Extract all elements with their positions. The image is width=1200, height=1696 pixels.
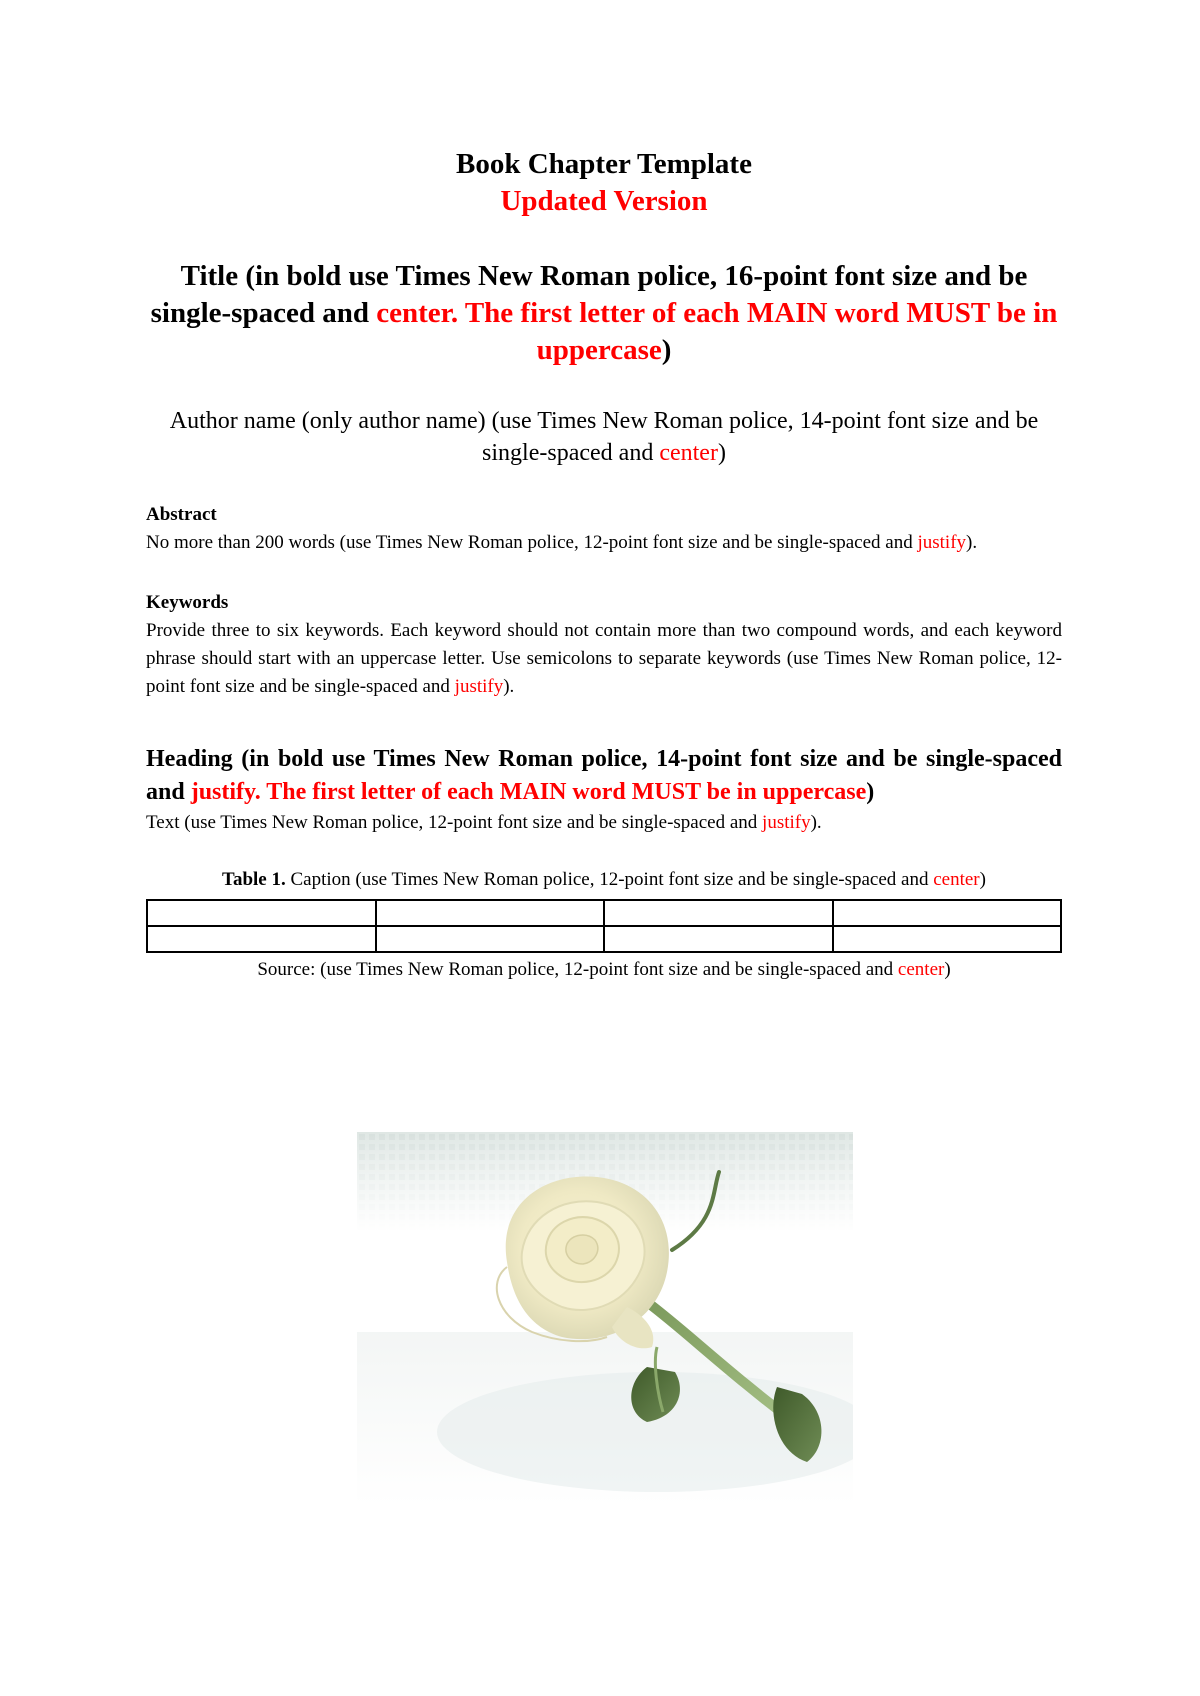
table-caption-text: Caption (use Times New Roman police, 12-point font size and be single-spaced and (285, 869, 934, 890)
white-rose-photo-icon (357, 1132, 853, 1506)
heading-text: Heading (in bold use Times New Roman police, 14-point font size and be single-spaced and (146, 746, 1062, 805)
table-caption-highlight: center (933, 869, 980, 890)
text-close: ). (810, 812, 822, 833)
keywords-close: ). (503, 676, 515, 697)
text-body: Text (use Times New Roman police, 12-point font size and be single-spaced and (146, 812, 763, 833)
table-cell (147, 900, 376, 926)
keywords-body: Provide three to six keywords. Each keyword should not contain more than two compound words, and each keyword phrase should start with an uppercase letter. Use semicolons to separate keywords (use Times New Roman police, 12-point font size and be single-spaced and (146, 620, 1062, 697)
table-cell (604, 900, 833, 926)
abstract-body: No more than 200 words (use Times New Roman police, 12-point font size and be single-spaced and (146, 532, 918, 553)
heading-close: ) (866, 779, 875, 805)
chapter-title-instructions (146, 258, 1062, 369)
table-cell (147, 926, 376, 952)
keywords-highlight: justify (454, 676, 504, 697)
text-highlight: justify (762, 812, 811, 833)
table-cell (376, 900, 605, 926)
keywords-text (146, 617, 1062, 701)
abstract-text (146, 529, 1062, 557)
table-source (146, 957, 1062, 983)
table-cell (376, 926, 605, 952)
author-text: Author name (only author name) (use Times New Roman police, 14-point font size and be single-spaced and (169, 408, 1039, 466)
data-table (146, 899, 1062, 953)
page-content (146, 146, 1062, 983)
author-highlight: center (659, 440, 718, 466)
table-caption (146, 867, 1062, 893)
chapter-title-highlight: center. The first letter of each MAIN word MUST be in uppercase (376, 297, 1058, 366)
source-close: ) (944, 959, 951, 980)
abstract-highlight: justify (917, 532, 967, 553)
author-instructions (146, 405, 1062, 469)
chapter-title-text: Title (in bold use Times New Roman police, 16-point font size and be single-spaced and (150, 260, 1028, 329)
table-row (147, 926, 1061, 952)
source-text: Source: (use Times New Roman police, 12-point font size and be single-spaced and (257, 959, 898, 980)
table-row (147, 900, 1061, 926)
heading-instructions (146, 743, 1062, 809)
author-close: ) (717, 440, 726, 466)
document-title: Book Chapter Template (456, 148, 752, 180)
table-cell (833, 900, 1062, 926)
heading-highlight: justify. The first letter of each MAIN word MUST be in uppercase (190, 779, 867, 805)
table-body (147, 900, 1061, 952)
chapter-title-close: ) (661, 334, 672, 366)
keywords-label: Keywords (146, 592, 229, 613)
table-cell (604, 926, 833, 952)
table-cell (833, 926, 1062, 952)
source-highlight: center (897, 959, 945, 980)
table-caption-close: ) (979, 869, 986, 890)
table-caption-label: Table 1. (222, 869, 286, 890)
text-instructions (146, 809, 1062, 837)
abstract-label: Abstract (146, 504, 217, 525)
document-version: Updated Version (500, 185, 708, 217)
abstract-close: ). (966, 532, 978, 553)
